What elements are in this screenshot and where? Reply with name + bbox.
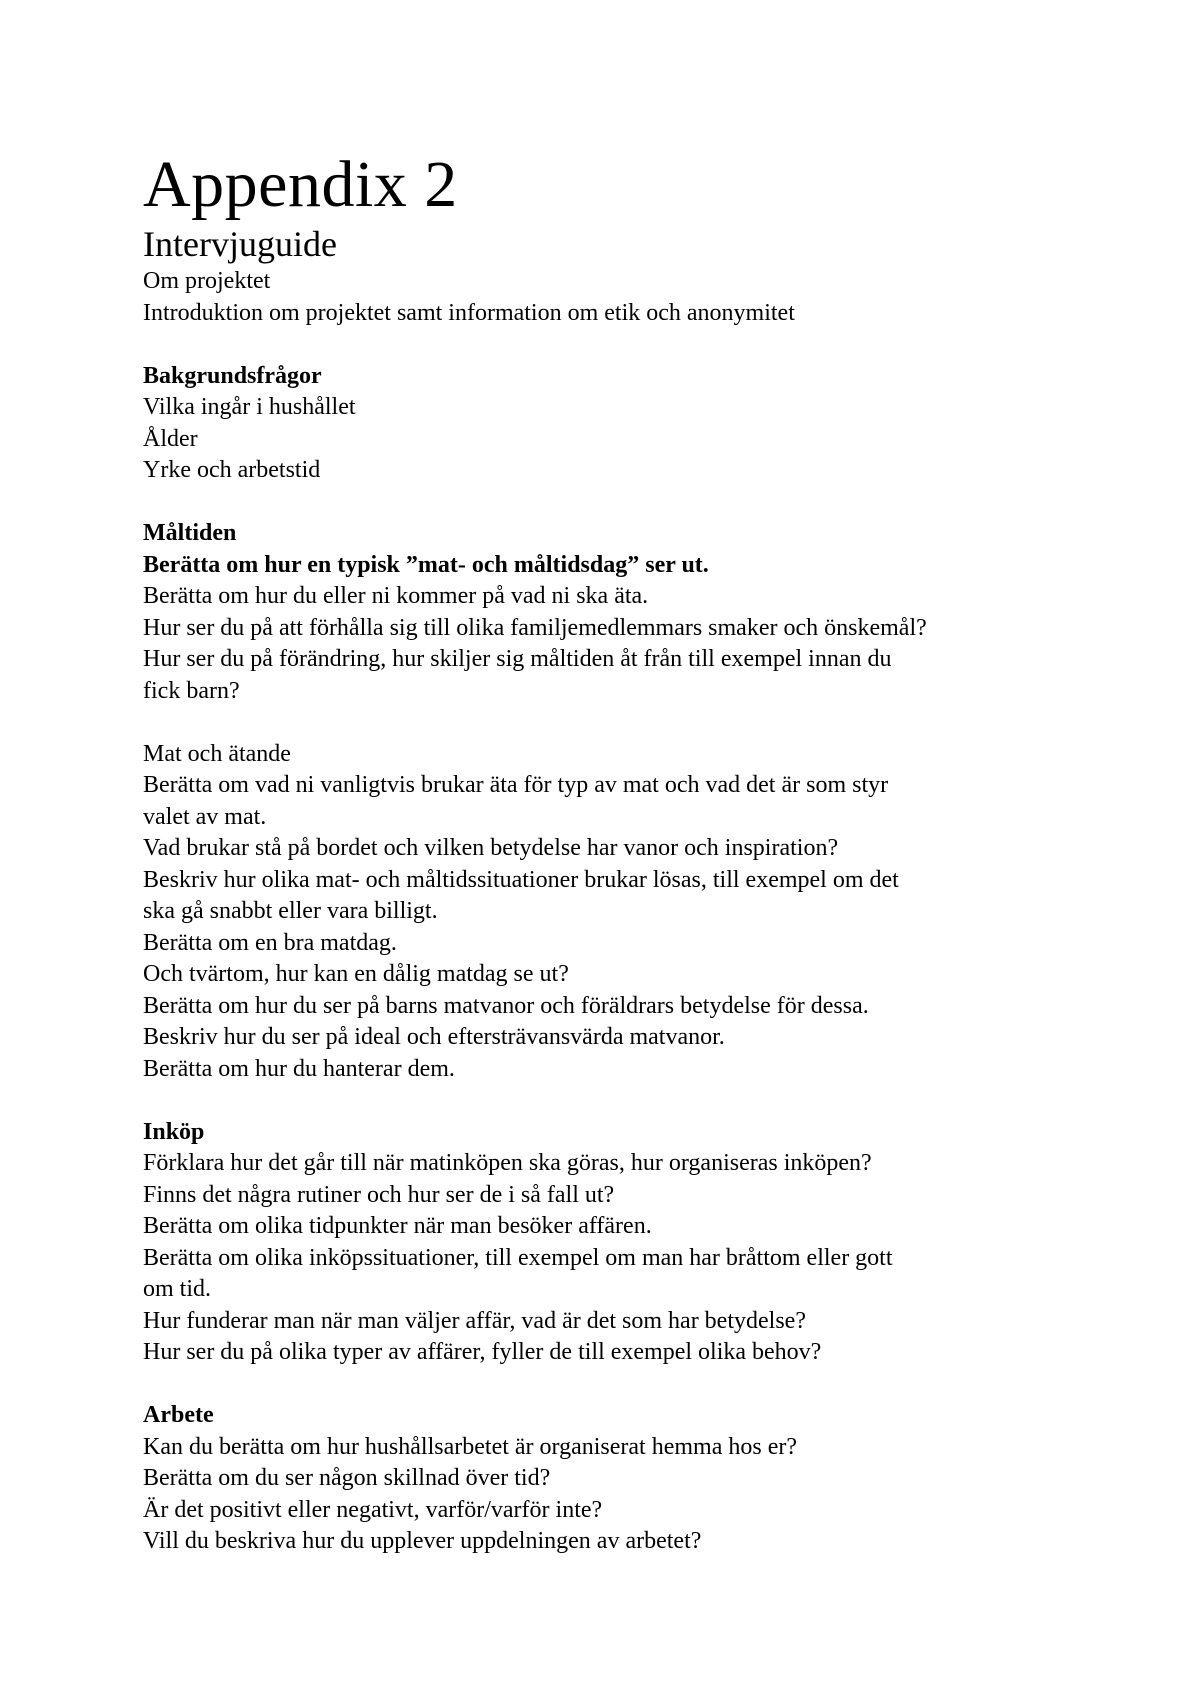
section-heading-work: Arbete [143,1402,214,1428]
section-heading-food: Mat och ätande [143,740,291,767]
question-line: Yrke och arbetstid [143,457,321,483]
question-line-bold: Berätta om hur en typisk ”mat- och måltidsdag” ser ut. [143,551,709,578]
question-line: Hur funderar man när man väljer affär, vad är det som har betydelse? [143,1307,806,1334]
section-heading-background: Bakgrundsfrågor [143,362,322,389]
question-line: Finns det några rutiner och hur ser de i så fall ut? [143,1181,615,1208]
question-line: Ålder [143,425,198,452]
question-line: Beskriv hur olika mat- och måltidssituationer brukar lösas, till exempel om det [143,866,899,893]
question-line: om tid. [143,1276,212,1302]
page-subtitle: Intervjuguide [143,224,337,264]
question-line: Berätta om olika inköpssituationer, till exempel om man har bråttom eller gott [143,1244,893,1271]
purchases-section [143,1117,1103,1369]
question-line: Hur ser du på att förhålla sig till olika familjemedlemmars smaker och önskemål? [143,614,927,641]
question-line: ska gå snabbt eller vara billigt. [143,898,438,924]
question-line: Hur ser du på förändring, hur skiljer sig måltiden åt från till exempel innan du [143,646,892,672]
intro-line: Om projektet [143,268,271,294]
question-line: Beskriv hur du ser på ideal och eftersträvansvärda matvanor. [143,1024,725,1050]
question-line: Vad brukar stå på bordet och vilken betydelse har vanor och inspiration? [143,835,839,861]
question-line: Vilka ingår i hushållet [143,394,356,420]
question-line: Berätta om hur du hanterar dem. [143,1055,455,1082]
work-section [143,1400,1103,1558]
question-line: Berätta om hur du ser på barns matvanor och föräldrars betydelse för dessa. [143,992,869,1019]
meal-section [143,518,1103,707]
question-line: Kan du berätta om hur hushållsarbetet är organiserat hemma hos er? [143,1433,797,1460]
intro-section [143,266,1103,329]
question-line: Berätta om vad ni vanligtvis brukar äta för typ av mat och vad det är som styr [143,772,889,798]
page-title: Appendix 2 [143,148,458,221]
intro-line: Introduktion om projektet samt information om etik och anonymitet [143,299,795,326]
question-line: Och tvärtom, hur kan en dålig matdag se ut? [143,961,569,987]
question-line: Berätta om en bra matdag. [143,929,397,956]
section-heading-meal: Måltiden [143,520,237,546]
question-line: valet av mat. [143,803,267,830]
question-line: fick barn? [143,677,240,704]
food-section [143,739,1103,1086]
section-heading-purchases: Inköp [143,1118,205,1145]
question-line: Berätta om olika tidpunkter när man besöker affären. [143,1213,652,1239]
question-line: Vill du beskriva hur du upplever uppdelningen av arbetet? [143,1528,702,1554]
question-line: Hur ser du på olika typer av affärer, fyller de till exempel olika behov? [143,1339,822,1365]
question-line: Är det positivt eller negativt, varför/varför inte? [143,1496,603,1523]
question-line: Berätta om du ser någon skillnad över tid? [143,1465,551,1491]
document-page [143,150,1103,1558]
background-section [143,361,1103,487]
question-line: Förklara hur det går till när matinköpen ska göras, hur organiseras inköpen? [143,1150,872,1176]
question-line: Berätta om hur du eller ni kommer på vad ni ska äta. [143,583,649,609]
